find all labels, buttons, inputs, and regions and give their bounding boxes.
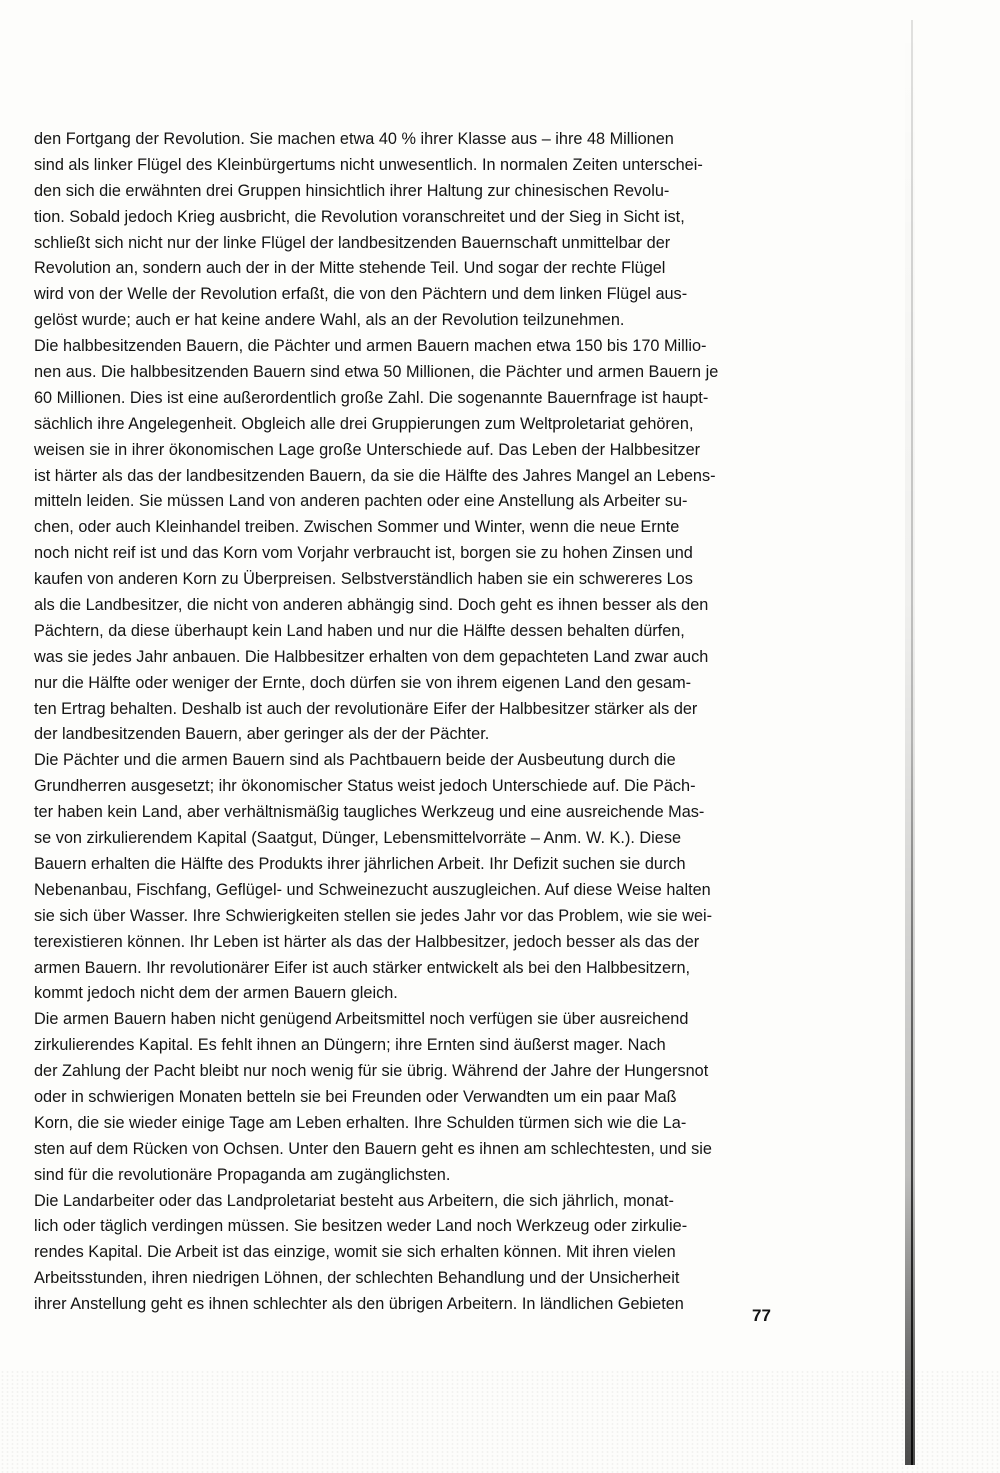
text-line: Bauern erhalten die Hälfte des Produkts ihrer jährlichen Arbeit. Ihr Defizit suchen sie durch	[34, 854, 686, 873]
text-line: Nebenanbau, Fischfang, Geflügel- und Schweinezucht auszugleichen. Auf diese Weise halten	[34, 880, 711, 899]
binding-line	[911, 20, 913, 1465]
text-line: Grundherren ausgesetzt; ihr ökonomischer Status weist jedoch Unterschiede auf. Die Päch-	[34, 777, 696, 796]
text-line: sind als linker Flügel des Kleinbürgertums nicht unwesentlich. In normalen Zeiten unterschei-	[34, 155, 703, 174]
text-line: gelöst wurde; auch er hat keine andere Wahl, als an der Revolution teilzunehmen.	[34, 311, 625, 330]
text-line: Pächtern, da diese überhaupt kein Land haben und nur die Hälfte dessen behalten dürfen,	[34, 621, 685, 640]
text-line: Revolution an, sondern auch der in der Mitte stehende Teil. Und sogar der rechte Flügel	[34, 259, 666, 278]
text-line: der Zahlung der Pacht bleibt nur noch wenig für sie übrig. Während der Jahre der Hungersnot	[34, 1062, 709, 1081]
text-line: der landbesitzenden Bauern, aber geringer als der der Pächter.	[34, 725, 490, 744]
text-line: ter haben kein Land, aber verhältnismäßig taugliches Werkzeug und eine ausreichende Mas-	[34, 803, 705, 822]
text-line: ihrer Anstellung geht es ihnen schlechter als den übrigen Arbeitern. In ländlichen Gebieten	[34, 1295, 684, 1314]
text-line: Die armen Bauern haben nicht genügend Arbeitsmittel noch verfügen sie über ausreichend	[34, 1010, 689, 1029]
text-line: mitteln leiden. Sie müssen Land von anderen pachten oder eine Anstellung als Arbeiter su-	[34, 492, 688, 511]
text-line: noch nicht reif ist und das Korn vom Vorjahr verbraucht ist, borgen sie zu hohen Zinsen und	[34, 544, 693, 563]
text-line: Korn, die sie wieder einige Tage am Leben erhalten. Ihre Schulden türmen sich wie die La-	[34, 1113, 687, 1132]
text-line: sächlich ihre Angelegenheit. Obgleich alle drei Gruppierungen zum Weltproletariat gehören,	[34, 414, 694, 433]
text-line: wird von der Welle der Revolution erfaßt, die von den Pächtern und dem linken Flügel aus-	[34, 285, 688, 304]
text-line: zirkulierendes Kapital. Es fehlt ihnen an Düngern; ihre Ernten sind äußerst mager. Nach	[34, 1036, 666, 1055]
body-text	[34, 127, 779, 1318]
text-line: Die Landarbeiter oder das Landproletariat besteht aus Arbeitern, die sich jährlich, monat-	[34, 1191, 674, 1210]
text-line: schließt sich nicht nur der linke Flügel der landbesitzenden Bauernschaft unmittelbar der	[34, 233, 671, 252]
text-line: ist härter als das der landbesitzenden Bauern, da sie die Hälfte des Jahres Mangel an Lebens-	[34, 466, 716, 485]
text-line: Die Pächter und die armen Bauern sind als Pachtbauern beide der Ausbeutung durch die	[34, 751, 676, 770]
text-line: kommt jedoch nicht dem der armen Bauern gleich.	[34, 984, 398, 1003]
text-line: 60 Millionen. Dies ist eine außerordentlich große Zahl. Die sogenannte Bauernfrage ist haupt-	[34, 388, 709, 407]
text-line: oder in schwierigen Monaten betteln sie bei Freunden oder Verwandten um ein paar Maß	[34, 1087, 677, 1106]
text-line: chen, oder auch Kleinhandel treiben. Zwischen Sommer und Winter, wenn die neue Ernte	[34, 518, 680, 537]
binding-shadow	[905, 20, 915, 1465]
text-line: sind für die revolutionäre Propaganda am zugänglichsten.	[34, 1165, 451, 1184]
text-line: den sich die erwähnten drei Gruppen hinsichtlich ihrer Haltung zur chinesischen Revolu-	[34, 181, 670, 200]
text-line: als die Landbesitzer, die nicht von anderen abhängig sind. Doch geht es ihnen besser als den	[34, 596, 709, 615]
text-line: ten Ertrag behalten. Deshalb ist auch der revolutionäre Eifer der Halbbesitzer stärker als der	[34, 699, 698, 718]
text-line: sten auf dem Rücken von Ochsen. Unter den Bauern geht es ihnen am schlechtesten, und sie	[34, 1139, 712, 1158]
text-line: nen aus. Die halbbesitzenden Bauern sind etwa 50 Millionen, die Pächter und armen Bauern je	[34, 363, 719, 382]
text-line: nur die Hälfte oder weniger der Ernte, doch dürfen sie von ihrem eigenen Land den gesam-	[34, 673, 692, 692]
text-line: se von zirkulierendem Kapital (Saatgut, Dünger, Lebensmittelvorräte – Anm. W. K.). Diese	[34, 829, 682, 848]
text-line: weisen sie in ihrer ökonomischen Lage große Unterschiede auf. Das Leben der Halbbesitzer	[34, 440, 701, 459]
page-number: 77	[752, 1306, 771, 1325]
text-line: was sie jedes Jahr anbauen. Die Halbbesitzer erhalten von dem gepachteten Land zwar auch	[34, 647, 709, 666]
text-line: rendes Kapital. Die Arbeit ist das einzige, womit sie sich erhalten können. Mit ihren vielen	[34, 1243, 676, 1262]
text-line: den Fortgang der Revolution. Sie machen etwa 40 % ihrer Klasse aus – ihre 48 Millionen	[34, 130, 674, 148]
text-line: lich oder täglich verdingen müssen. Sie besitzen weder Land noch Werkzeug oder zirkulie-	[34, 1217, 688, 1236]
text-line: terexistieren können. Ihr Leben ist härter als das der Halbbesitzer, jedoch besser als das der	[34, 932, 700, 951]
text-line: armen Bauern. Ihr revolutionärer Eifer ist auch stärker entwickelt als bei den Halbbesitzern,	[34, 958, 691, 977]
text-line: tion. Sobald jedoch Krieg ausbricht, die Revolution voranschreitet und der Sieg in Sicht ist,	[34, 207, 685, 226]
text-line: sie sich über Wasser. Ihre Schwierigkeiten stellen sie jedes Jahr vor das Problem, wie sie wei-	[34, 906, 713, 925]
text-line: kaufen von anderen Korn zu Überpreisen. Selbstverständlich haben sie ein schwereres Los	[34, 570, 693, 589]
scan-noise	[0, 1370, 1000, 1473]
text-line: Die halbbesitzenden Bauern, die Pächter und armen Bauern machen etwa 150 bis 170 Millio-	[34, 337, 707, 356]
text-line: Arbeitsstunden, ihren niedrigen Löhnen, der schlechten Behandlung und der Unsicherheit	[34, 1269, 680, 1288]
